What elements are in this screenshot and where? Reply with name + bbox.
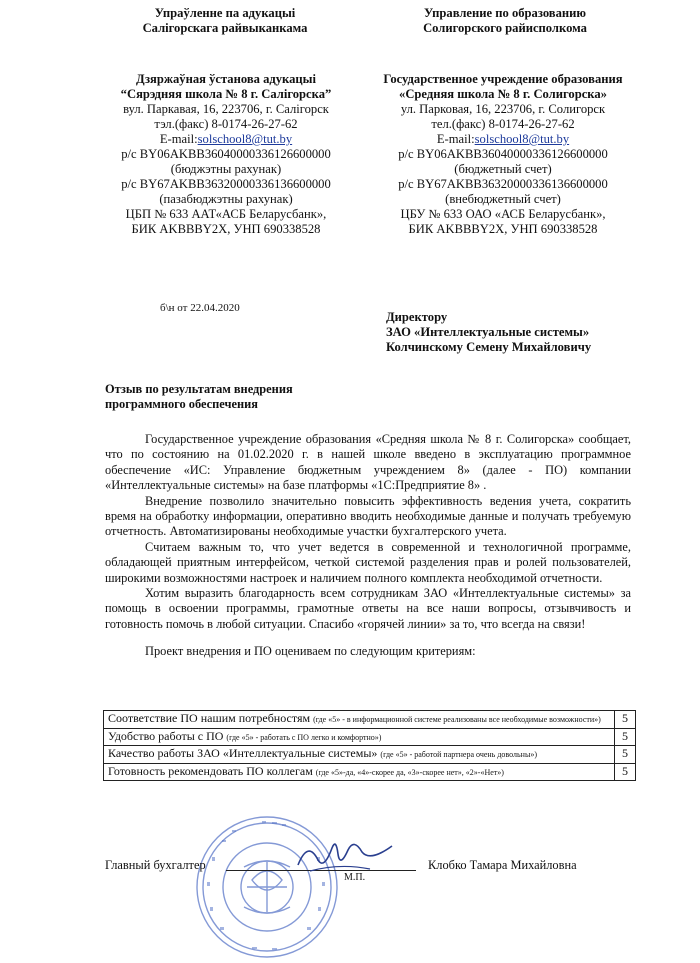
criteria-label: Соответствие ПО нашим потребностям xyxy=(108,711,311,725)
right-account-1: р/с BY06AKBB36040000336126600000 xyxy=(398,147,608,161)
criteria-score: 5 xyxy=(615,746,636,764)
criteria-label-cell xyxy=(104,763,615,781)
right-email-link[interactable]: solschool8@tut.by xyxy=(474,132,570,146)
addressee-block xyxy=(386,310,591,355)
signature-role: Главный бухгалтер xyxy=(105,858,206,872)
signatory-name: Клобко Тамара Михайловна xyxy=(428,858,577,872)
left-account-1: р/с BY06AKBB36040000336126600000 xyxy=(121,147,331,161)
right-account-2-note: (внебюджетный счет) xyxy=(445,192,561,206)
left-inst-line2: “Сярэдняя школа № 8 г. Салігорска” xyxy=(120,87,332,101)
left-inst-line1: Дзяржаўная ўстанова адукацыі xyxy=(135,72,317,86)
right-account-2: р/с BY67AKBB36320000336136600000 xyxy=(398,177,608,191)
criteria-table xyxy=(103,710,636,781)
left-institution-block xyxy=(92,72,360,237)
left-account-1-note: (бюджэтны рахунак) xyxy=(170,162,282,176)
right-email xyxy=(368,132,638,147)
left-email xyxy=(92,132,360,147)
criteria-label-cell xyxy=(104,728,615,746)
criteria-score: 5 xyxy=(615,711,636,729)
criteria-note: (где «5»-да, «4»-скорее да, «3»-скорее нет», «2»-«Нет») xyxy=(315,767,504,777)
criteria-label-cell xyxy=(104,746,615,764)
left-email-label: E-mail: xyxy=(159,132,198,146)
left-org-line2: Салігорскага райвыканкама xyxy=(142,21,308,35)
criteria-label: Удобство работы с ПО xyxy=(108,728,224,743)
right-org-line1: Управление по образованию xyxy=(423,6,587,20)
left-org-line1: Упраўленне па адукацыі xyxy=(154,6,296,20)
left-org-header xyxy=(110,6,340,36)
body-paragraph-1: Государственное учреждение образования «Средняя школа № 8 г. Солигорска» сообщает, что по состоянию на 01.02.2020 г. в нашей школе введено в эксплуатацию программное обеспечение «ИС: Управление бюджетным учреждением 8» (далее - ПО) компании «Интеллектуальные системы» на базе платформы «1С:Предприятие 8» . xyxy=(105,432,631,493)
left-phone: тэл.(факс) 8-0174-26-27-62 xyxy=(154,117,298,131)
criteria-note: (где «5» - работать с ПО легко и комфортно») xyxy=(226,732,382,742)
criteria-row xyxy=(104,763,636,781)
right-bik: БИК AKBBBY2X, УНП 690338528 xyxy=(408,222,598,236)
subject-block xyxy=(105,382,293,412)
subject-line1: Отзыв по результатам внедрения xyxy=(105,382,293,396)
reference-number: б\н от 22.04.2020 xyxy=(160,302,240,314)
addressee-line1: Директору xyxy=(386,310,448,324)
left-account-2-note: (пазабюджэтны рахунак) xyxy=(159,192,293,206)
criteria-label: Качество работы ЗАО «Интеллектуальные системы» xyxy=(108,746,378,760)
body-paragraph-4: Хотим выразить благодарность всем сотрудникам ЗАО «Интеллектуальные системы» за помощь в освоении программы, грамотные ответы на все наши вопросы, отзывчивость и готовность помочь в любой ситуации. Спасибо «горячей линии» за то, что всегда на связи! xyxy=(105,586,631,631)
left-bik: БИК AKBBBY2X, УНП 690338528 xyxy=(131,222,321,236)
left-email-link[interactable]: solschool8@tut.by xyxy=(197,132,293,146)
mp-label: М.П. xyxy=(344,872,366,883)
body-paragraph-2: Внедрение позволило значительно повысить эффективность ведения учета, сократить время на обработку информации, оперативно вводить необходимые данные и получать требуемую отчетность. Автоматизированы необходимые участки бухгалтерского учета. xyxy=(105,493,631,539)
left-account-2: р/с BY67AKBB36320000336136600000 xyxy=(121,177,331,191)
right-account-1-note: (бюджетный счет) xyxy=(454,162,552,176)
criteria-score: 5 xyxy=(615,728,636,746)
criteria-label-cell xyxy=(104,711,615,729)
left-bank: ЦБП № 633 ААТ«АСБ Беларусбанк», xyxy=(125,207,327,221)
criteria-score: 5 xyxy=(615,763,636,781)
body-paragraph-3: Считаем важным то, что учет ведется в современной и технологичной программе, обладающей приятным интерфейсом, четкой системой разделения прав и ролей пользователей, широкими возможностями настроек и наличием полного комплекта необходимой отчетности. xyxy=(105,539,631,585)
right-bank: ЦБУ № 633 ОАО «АСБ Беларусбанк», xyxy=(400,207,606,221)
right-institution-block xyxy=(368,72,638,237)
criteria-intro: Проект внедрения и ПО оцениваем по следующим критериям: xyxy=(145,644,476,659)
criteria-row xyxy=(104,728,636,746)
criteria-note: (где «5» - работой партнера очень довольны») xyxy=(380,750,537,759)
criteria-row xyxy=(104,746,636,764)
criteria-note: (где «5» - в информационной системе реализованы все необходимые возможности») xyxy=(313,715,601,724)
right-org-header xyxy=(390,6,620,36)
subject-line2: программного обеспечения xyxy=(105,397,258,411)
right-email-label: E-mail: xyxy=(436,132,475,146)
right-org-line2: Солигорского райисполкома xyxy=(423,21,587,35)
criteria-label: Готовность рекомендовать ПО коллегам xyxy=(108,763,313,778)
right-inst-line2: «Средняя школа № 8 г. Солигорска» xyxy=(399,87,607,101)
left-address: вул. Паркавая, 16, 223706, г. Салігорск xyxy=(123,102,329,116)
letter-body xyxy=(105,432,631,660)
addressee-line3: Колчинскому Семену Михайловичу xyxy=(386,340,592,354)
addressee-line2: ЗАО «Интеллектуальные системы» xyxy=(386,325,590,339)
right-phone: тел.(факс) 8-0174-26-27-62 xyxy=(431,117,575,131)
right-inst-line1: Государственное учреждение образования xyxy=(383,72,623,86)
right-address: ул. Парковая, 16, 223706, г. Солигорск xyxy=(400,102,606,116)
criteria-row xyxy=(104,711,636,729)
